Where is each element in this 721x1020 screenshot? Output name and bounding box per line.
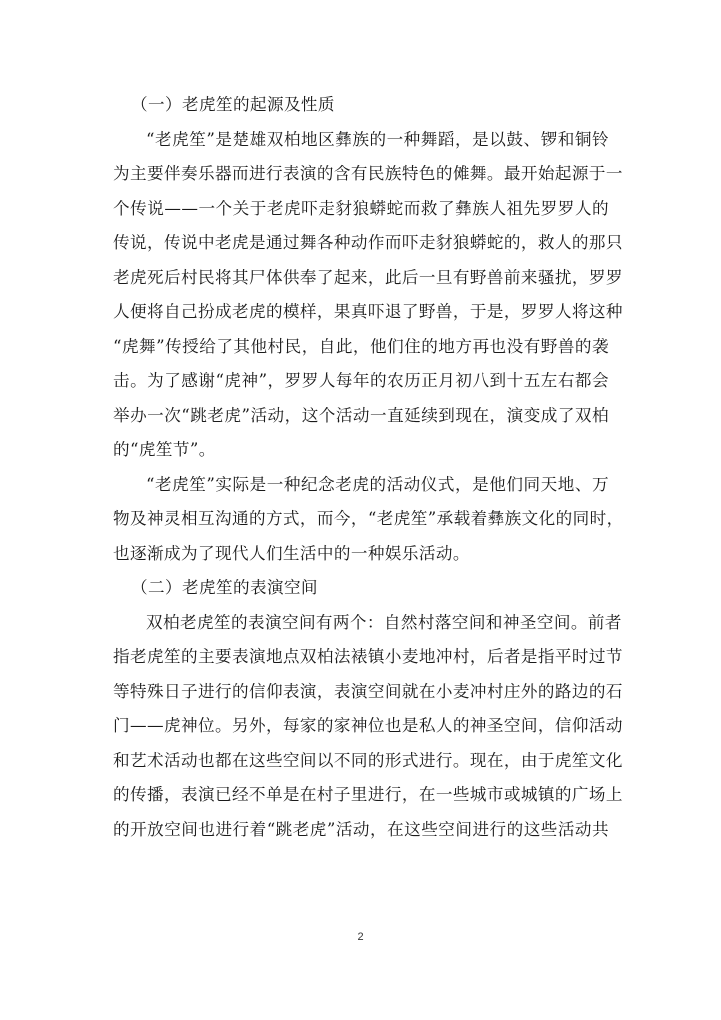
text-line: 门——虎神位。另外，每家的家神位也是私人的神圣空间，信仰活动 (113, 716, 623, 735)
text-line: 击。为了感谢“虎神”，罗罗人每年的农历正月初八到十五左右都会 (113, 371, 609, 390)
text-line: “老虎笙”是楚雄双柏地区彝族的一种舞蹈，是以鼓、锣和铜铃 (146, 129, 609, 149)
text-line: 双柏老虎笙的表演空间有两个：自然村落空间和神圣空间。前者 (146, 612, 622, 632)
text-line: 传说，传说中老虎是通过舞各种动作而吓走豺狼蟒蛇的，救人的那只 (113, 233, 623, 252)
text-line: “老虎笙”实际是一种纪念老虎的活动仪式，是他们同天地、万 (146, 474, 609, 494)
text-line: 的开放空间也进行着“跳老虎”活动，在这些空间进行的这些活动共 (113, 819, 609, 839)
text-line: 等特殊日子进行的信仰表演，表演空间就在小麦冲村庄外的路边的石 (113, 681, 623, 701)
text-line: 指老虎笙的主要表演地点双柏法裱镇小麦地冲村，后者是指平时过节 (113, 647, 623, 666)
text-line: 举办一次“跳老虎”活动，这个活动一直延续到现在，演变成了双柏 (113, 405, 609, 425)
text-line: 为主要伴奏乐器而进行表演的含有民族特色的傩舞。最开始起源于一 (113, 164, 623, 183)
paragraph-origin-nature (113, 468, 624, 572)
document-body (113, 88, 624, 847)
text-line: 人便将自己扮成老虎的模样，果真吓退了野兽，于是，罗罗人将这种 (113, 302, 623, 321)
text-line: 物及神灵相互沟通的方式，而今，“老虎笙”承载着彝族文化的同时， (113, 509, 624, 528)
text-line: “虎舞”传授给了其他村民，自此，他们住的地方再也没有野兽的袭 (113, 336, 609, 356)
text-line: 个传说——一个关于老虎吓走豺狼蟒蛇而救了彝族人祖先罗罗人的 (113, 198, 609, 218)
text-line: 和艺术活动也都在这些空间以不同的形式进行。现在，由于虎笙文化 (113, 750, 623, 770)
section-heading-space: （二）老虎笙的表演空间 (131, 578, 318, 597)
paragraph-performance-space (113, 606, 623, 848)
text-line: 的“虎笙节”。 (113, 440, 216, 459)
page-number: 2 (357, 931, 364, 943)
paragraph-origin-legend (113, 123, 623, 468)
section-heading-origin: （一）老虎笙的起源及性质 (131, 95, 335, 114)
text-line: 的传播，表演已经不单是在村子里进行，在一些城市或城镇的广场上 (113, 785, 623, 804)
text-line: 也逐渐成为了现代人们生活中的一种娱乐活动。 (113, 543, 470, 563)
text-line: 老虎死后村民将其尸体供奉了起来，此后一旦有野兽前来骚扰，罗罗 (113, 267, 623, 287)
